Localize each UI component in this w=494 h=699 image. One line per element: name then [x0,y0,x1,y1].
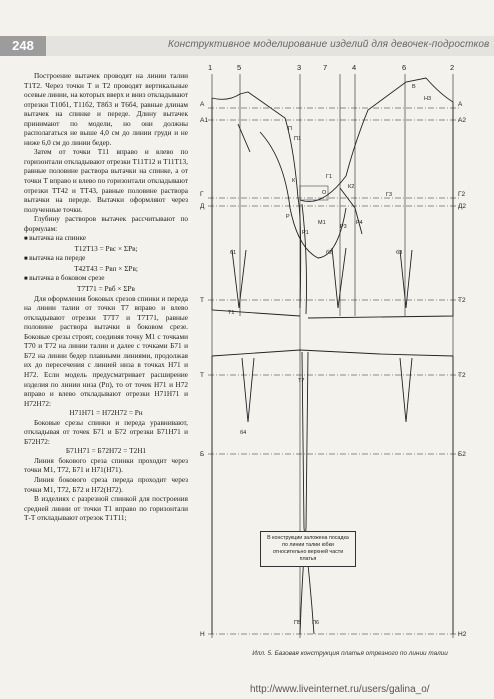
point-label: К [292,178,296,184]
page-number: 248 [0,36,46,56]
point-label: В [412,84,416,90]
point-label: Р [286,214,290,220]
left-labels [200,101,208,638]
point-label: П [288,126,292,132]
skirt [212,350,453,634]
line-label: Н [200,631,205,638]
paragraph: Для оформления боковых срезов спинки и переда на линии талии от точки Т7 вправо и влево откладывают отрезки Т7Т7 и Т7Т71, равные половине раствора вытачки в боковом срезе. Боковые срезы строят, соединяя точку М1 с точками Т70 и Т72 на линии талии и далее с точками Б71 и Б72 на линии бедер плавными линиями, продолжая их до пересечения с линией низа в точках Н71 и Н72. Если модель предусматривает расширение изделия по линии низа (Рп), то от точек Н71 и Н72 вправо и влево откладывают отрезки Н71Н71 и Н72Н72: [24,294,188,408]
formula: Б71Н71 = Б72Н72 = Т2Н1 [65,447,147,456]
point-label: П1 [294,136,302,142]
axis-label: 5 [237,63,242,72]
axis-label: 2 [450,63,455,72]
axis-label: 4 [352,63,357,72]
paragraph: Затем от точки Т11 вправо и влево по горизонтали откладывают отрезки Т11Т12 и Т11Т13, равные половине раствора вытачки на спинке, а от точки Т вправо и влево по горизонтали откладывают отрезки ТТ42 и ТТ43, равные половине раствора вытачки на переде. Вытачки оформляют через полученные точки. [24,148,188,214]
point-label: Р4 [356,220,363,226]
line-label: А [458,101,463,108]
armhole-curve [290,208,346,258]
top-axis-labels [208,63,454,72]
point-label: Н3 [424,96,432,102]
line-label: Т [200,372,204,379]
line-label: Д2 [458,203,467,210]
point-label: б3 [396,250,403,256]
point-label: П5 [294,620,302,626]
point-label: б2 [326,250,333,256]
right-labels [458,101,467,638]
bullet-label: ■ вытачка на спинке [24,234,188,245]
point-label: Т1 [228,310,235,316]
point-label: М1 [318,220,326,226]
line-label: Б [200,451,205,458]
paragraph: Линия бокового среза переда проходит через точки М1, Т72, Б72 и Н72(Н72). [24,475,188,494]
paragraph: Боковые срезы спинки и переда уравнивают, откладывая от точек Б71 и Б72 отрезки Б71Н71 и Б72Н72: [24,418,188,446]
axis-label: 6 [402,63,407,72]
point-label: П6 [312,620,320,626]
running-head: Конструктивное моделирование изделий для девочек-подростков [168,39,490,50]
point-label: Г1 [326,174,333,180]
point-label: Т7 [298,378,305,384]
axis-label: 1 [208,63,213,72]
construction-note: В конструкции заложена посадка по линии талии юбки относительно верхней части платья [260,531,356,567]
axis-label: 7 [323,63,328,72]
line-label: Т [200,297,204,304]
source-url: http://www.liveinternet.ru/users/galina_o/ [250,684,430,695]
line-label: Г [200,191,204,198]
bullet-label: ■ вытачка на переде [24,254,188,265]
paragraph: Линия бокового среза спинки проходит через точки М1, Т72, Б71 и Н71(Н71). [24,456,188,475]
point-label: б1 [230,250,237,256]
line-label: Н2 [458,631,467,638]
point-label: Р3 [340,224,347,230]
paragraph: Построение вытачек проводят на линии талии Т1Т2. Через точки Т и Т2 проводят вертикальные осевые линии, на которых вверх и вниз откладывают отрезки Т10б1, Т11б2, Т8б3 и Т6б4, равные длинам вытачек на спинке и переде. Длину вытачек принимают по модели, но они должны располагаться не выше 4,0 см до линии груди и не ниже 6,0 см до линии бедер. [24,72,188,147]
line-label: А1 [200,117,208,124]
line-label: Т2 [458,297,466,304]
point-label: Г3 [386,192,393,198]
line-label: Г2 [458,191,466,198]
line-label: Б2 [458,451,466,458]
line-label: А [200,101,205,108]
bullet-label: ■ вытачка в боковом срезе [24,274,188,285]
body-text [24,72,188,524]
point-label: Р1 [302,230,309,236]
paragraph: В изделиях с разрезной спинкой для построения средней линии от точки Т1 вправо по горизонтали Т-Т откладывают отрезок Т1Т11; [24,495,188,523]
line-label: Д [200,203,205,210]
formula: Т12Т13 = Рвс × ΣРв; [74,244,138,253]
formula: Н71Н71 = Н72Н72 = Рн [69,409,143,418]
paragraph: Глубину растворов вытачек рассчитывают по формулам: [24,215,188,233]
point-label: О [322,190,327,196]
formula: Т42Т43 = Рвп × ΣРв; [74,264,138,273]
point-label: б4 [240,430,247,436]
line-label: А2 [458,117,466,124]
point-label: К2 [348,184,355,190]
figure-caption: Илл. 5. Базовая конструкция платья отрезного по линии талии [252,650,448,657]
axis-label: 3 [297,63,302,72]
line-label: Т2 [458,372,466,379]
formula: Т7Т71 = Рвб × ΣРв [77,285,135,294]
